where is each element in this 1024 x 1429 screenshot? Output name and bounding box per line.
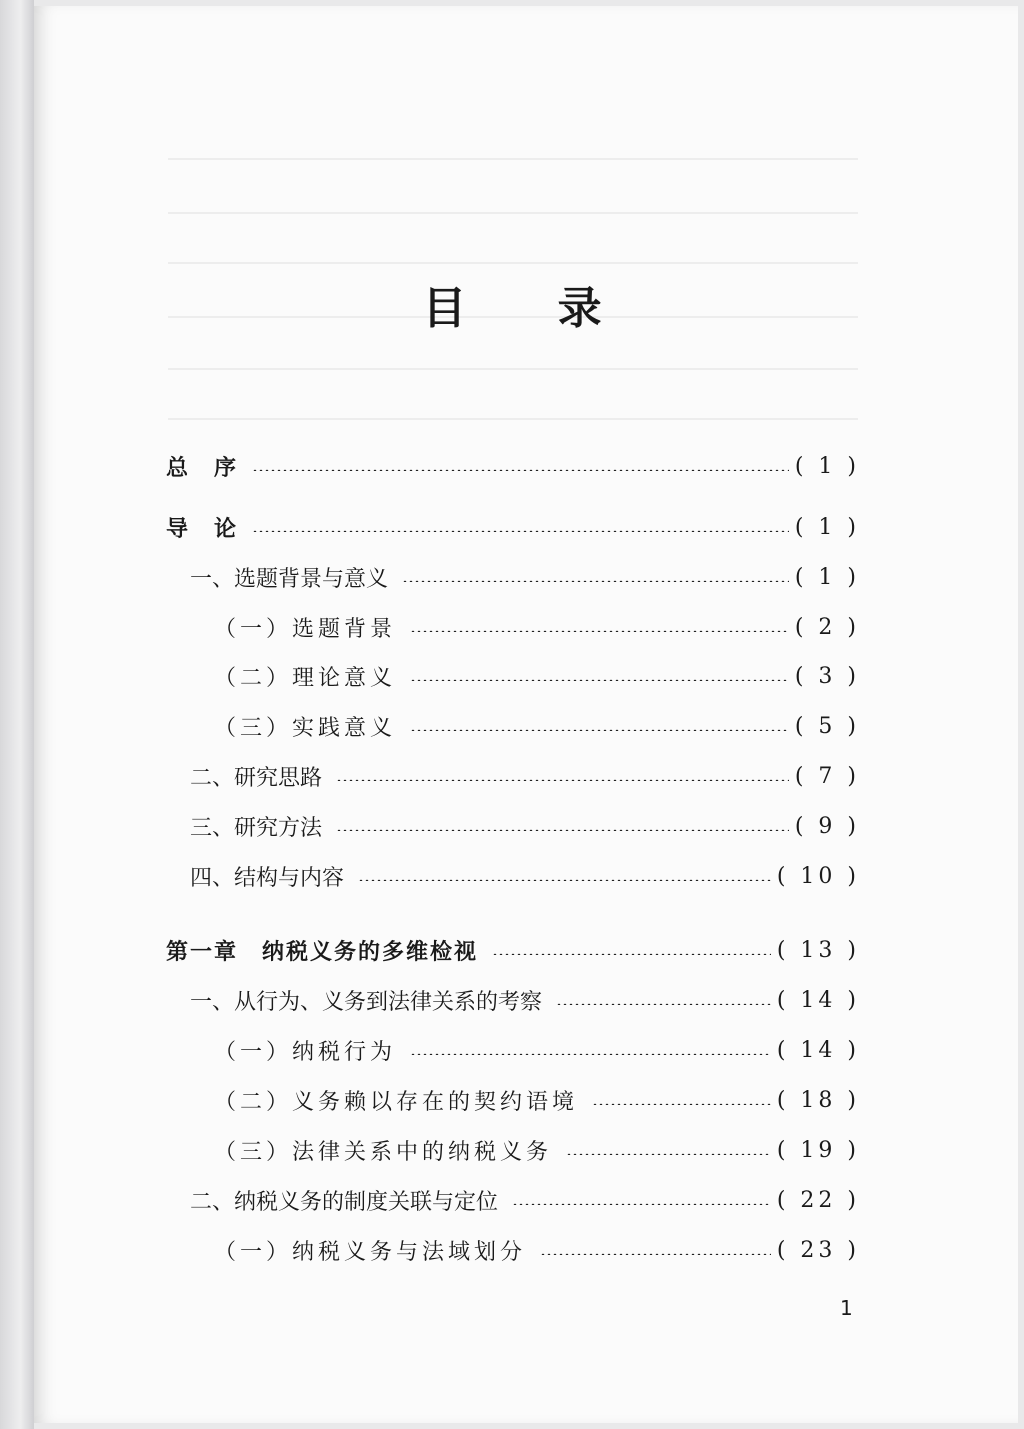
dot-leader [410,630,789,632]
book-spine-shadow [0,0,34,1429]
toc-entry-section[interactable] [190,559,860,595]
dot-leader [566,1153,771,1155]
toc-entry-label: 第一章 纳税义务的多维检视 [166,939,479,965]
toc-entry-page: ( 7 ) [794,763,860,789]
dot-leader [336,779,789,781]
toc-entry-subsection[interactable] [214,1232,860,1268]
toc-entry-label: （三）法律关系中的纳税义务 [214,1139,553,1165]
dot-leader [410,1053,771,1055]
toc-entry-section[interactable] [190,808,860,844]
toc-entry-page: ( 10 ) [776,863,860,889]
toc-entry-chapter-1[interactable] [166,932,860,968]
toc-entry-subsection[interactable] [214,658,860,694]
dot-leader [540,1253,771,1255]
dot-leader [410,679,789,681]
dot-leader [336,829,789,831]
dot-leader [252,469,789,471]
toc-entry-label: （二）理论意义 [214,665,397,691]
toc-entry-label: （一）纳税义务与法域划分 [214,1239,527,1265]
toc-entry-page: ( 1 ) [794,453,860,479]
toc-entry-subsection[interactable] [214,1032,860,1068]
toc-entry-subsection[interactable] [214,708,860,744]
dot-leader [252,530,789,532]
toc-entry-page: ( 9 ) [794,813,860,839]
toc-entry-page: ( 5 ) [794,713,860,739]
dot-leader [556,1003,771,1005]
toc-entry-subsection[interactable] [214,1082,860,1118]
toc-entry-page: ( 2 ) [794,614,860,640]
toc-entry-label: 一、从行为、义务到法律关系的考察 [190,989,543,1015]
toc-entry-section[interactable] [190,758,860,794]
toc-entry-label: （一）选题背景 [214,616,397,642]
dot-leader [358,879,771,881]
dot-leader [512,1203,771,1205]
toc-entry-page: ( 14 ) [776,987,860,1013]
toc-entry-label: （一）纳税行为 [214,1039,397,1065]
dot-leader [592,1103,771,1105]
toc-entry-section[interactable] [190,982,860,1018]
toc-entry-subsection[interactable] [214,609,860,645]
dot-leader [492,953,771,955]
toc-entry-page: ( 1 ) [794,564,860,590]
page-number: 1 [840,1296,853,1320]
toc-entry-label: 一、选题背景与意义 [190,566,389,592]
toc-entry-page: ( 19 ) [776,1137,860,1163]
toc-entry-label: 二、研究思路 [190,765,323,791]
toc-entry-subsection[interactable] [214,1132,860,1168]
toc-entry-introduction[interactable] [166,509,860,545]
toc-entry-page: ( 22 ) [776,1187,860,1213]
toc-entry-page: ( 3 ) [794,663,860,689]
toc-entry-page: ( 23 ) [776,1237,860,1263]
toc-entry-label: 四、结构与内容 [190,865,345,891]
toc-entry-label: 总 序 [166,455,239,481]
toc-entry-label: （三）实践意义 [214,715,397,741]
toc-entry-page: ( 18 ) [776,1087,860,1113]
toc-entry-label: 二、纳税义务的制度关联与定位 [190,1189,499,1215]
toc-entry-page: ( 14 ) [776,1037,860,1063]
dot-leader [410,729,789,731]
toc-entry-label: 三、研究方法 [190,815,323,841]
toc-entry-section[interactable] [190,858,860,894]
toc-title: 目 录 [422,283,640,334]
toc-entry-label: （二）义务赖以存在的契约语境 [214,1089,579,1115]
toc-entry-preface[interactable] [166,448,860,484]
toc-entry-page: ( 1 ) [794,514,860,540]
toc-entry-section[interactable] [190,1182,860,1218]
toc-entry-page: ( 13 ) [776,937,860,963]
dot-leader [402,580,789,582]
toc-entry-label: 导 论 [166,516,239,542]
